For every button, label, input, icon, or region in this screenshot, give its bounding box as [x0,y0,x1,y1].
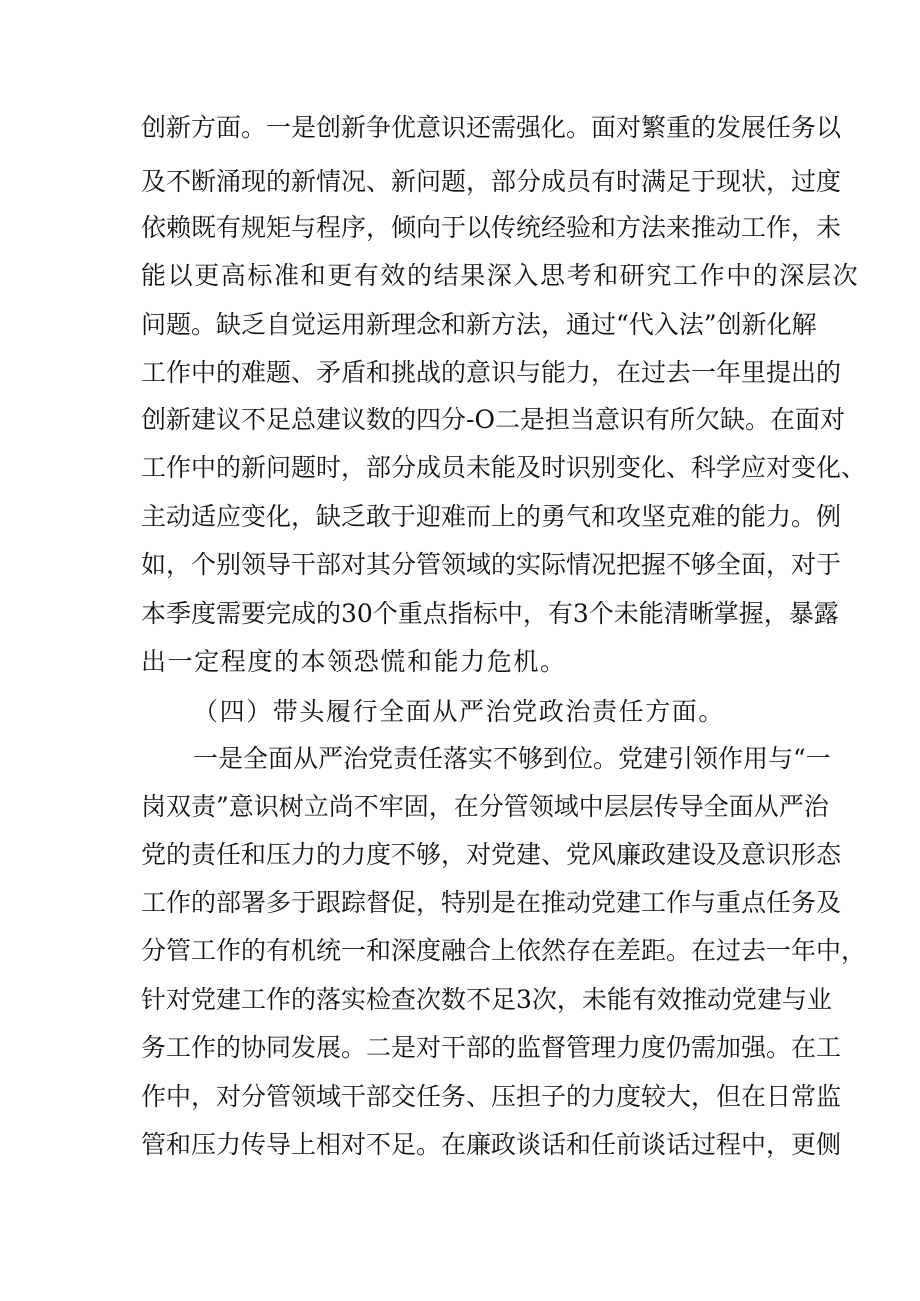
text-line: 工作的部署多于跟踪督促，特别是在推动党建工作与重点任务及 [141,888,842,917]
text-line: 本季度需要完成的30个重点指标中，有3个未能清晰掌握，暴露 [141,599,839,628]
text-line: 及不断涌现的新情况、新问题，部分成员有时满足于现状，过度 [141,167,842,196]
text-line: 工作中的难题、矛盾和挑战的意识与能力，在过去一年里提出的 [141,358,842,387]
text-line: 一是全面从严治党责任落实不够到位。党建引领作用与“一 [193,744,831,773]
text-line: 创新建议不足总建议数的四分-O二是担当意识有所欠缺。在面对 [141,405,845,434]
text-line: 如，个别领导干部对其分管领域的实际情况把握不够全面，对于 [141,550,842,579]
text-line: 务工作的协同发展。二是对干部的监督管理力度仍需加强。在工 [141,1033,842,1062]
text-line: 党的责任和压力的力度不够，对党建、党风廉政建设及意识形态 [141,840,842,869]
text-line: 岗双责”意识树立尚不牢固，在分管领域中层层传导全面从严治 [141,792,829,821]
text-line: 问题。缺乏自觉运用新理念和新方法，通过“代入法”创新化解 [141,310,817,339]
text-line: 出一定程度的本领恐慌和能力危机。 [141,647,567,676]
text-line: 能以更高标准和更有效的结果深入思考和研究工作中的深层次 [141,261,860,290]
text-line: 主动适应变化，缺乏敢于迎难而上的勇气和攻坚克难的能力。例 [141,502,842,531]
section-heading: （四）带头履行全面从严治党政治责任方面。 [193,697,726,726]
text-line: 创新方面。一是创新争优意识还需强化。面对繁重的发展任务以 [141,113,842,142]
text-line: 工作中的新问题时，部分成员未能及时识别变化、科学应对变化、 [141,453,867,482]
text-line: 作中，对分管领域干部交任务、压担子的力度较大，但在日常监 [141,1082,842,1111]
text-line: 分管工作的有机统一和深度融合上依然存在差距。在过去一年中， [141,936,867,965]
text-line: 依赖既有规矩与程序，倾向于以传统经验和方法来推动工作，未 [141,213,842,242]
text-line: 针对党建工作的落实检查次数不足3次，未能有效推动党建与业 [141,985,832,1014]
text-line: 管和压力传导上相对不足。在廉政谈话和任前谈话过程中，更侧 [141,1130,842,1159]
